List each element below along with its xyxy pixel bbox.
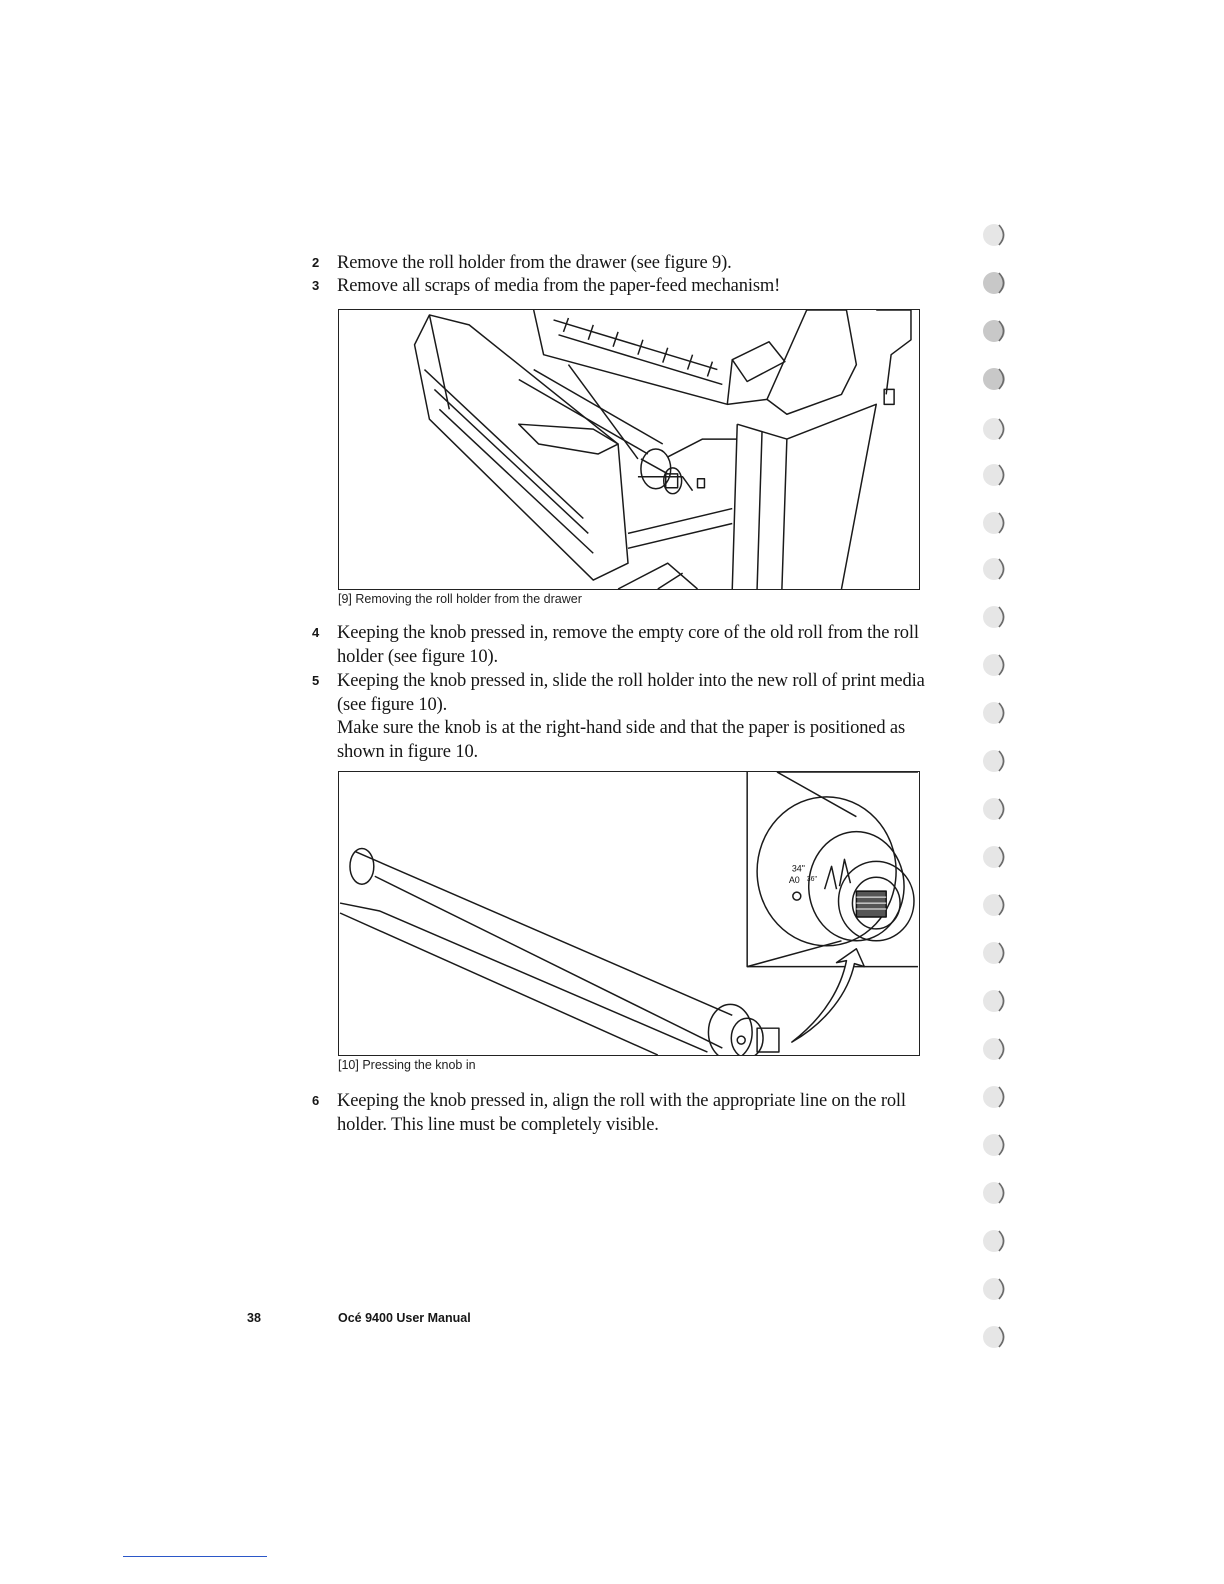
step-text: Keeping the knob pressed in, remove the empty core of the old roll from the roll holder (see figure 10).: [337, 623, 919, 667]
punch-hole-icon: [981, 700, 1011, 726]
figure-10-caption: [10] Pressing the knob in: [338, 1058, 476, 1072]
step-5: [312, 670, 932, 764]
step-2: [312, 252, 932, 276]
punch-hole-icon: [981, 892, 1011, 918]
punch-hole-icon: [981, 366, 1011, 392]
punch-hole-icon: [981, 1276, 1011, 1302]
punch-hole-icon: [981, 844, 1011, 870]
punch-hole-icon: [981, 604, 1011, 630]
bottom-rule: [123, 1556, 267, 1557]
step-number: 5: [312, 673, 320, 688]
step-6: [312, 1090, 932, 1137]
page-number: 38: [247, 1311, 261, 1325]
figure-9-removing-roll-holder: [338, 309, 920, 590]
inset-label-34: 34": [791, 863, 805, 874]
punch-hole-icon: [981, 1228, 1011, 1254]
roll-holder-drawer-illustration: [339, 310, 919, 589]
inset-label-a0: A0: [788, 875, 800, 886]
punch-hole-icon: [981, 318, 1011, 344]
step-number: 2: [312, 255, 320, 270]
punch-hole-icon: [981, 222, 1011, 248]
punch-hole-icon: [981, 652, 1011, 678]
step-number: 4: [312, 625, 320, 640]
punch-hole-icon: [981, 462, 1011, 488]
step-number: 3: [312, 278, 320, 293]
punch-hole-icon: [981, 270, 1011, 296]
figure-9-caption: [9] Removing the roll holder from the drawer: [338, 592, 582, 606]
step-text: Remove the roll holder from the drawer (see figure 9).: [337, 253, 732, 273]
punch-hole-icon: [981, 1036, 1011, 1062]
step-3: [312, 275, 932, 299]
punch-hole-icon: [981, 1132, 1011, 1158]
step-number: 6: [312, 1093, 320, 1108]
punch-hole-icon: [981, 1180, 1011, 1206]
punch-hole-icon: [981, 748, 1011, 774]
figure-10-pressing-knob: [338, 771, 920, 1056]
step-text: Remove all scraps of media from the paper-feed mechanism!: [337, 276, 781, 296]
roll-holder-knob-illustration: [339, 772, 919, 1055]
punch-hole-icon: [981, 988, 1011, 1014]
punch-hole-icon: [981, 1324, 1011, 1350]
punch-hole-icon: [981, 796, 1011, 822]
punch-hole-icon: [981, 940, 1011, 966]
inset-label-36: 36": [806, 876, 817, 884]
punch-hole-icon: [981, 1084, 1011, 1110]
step-note: Make sure the knob is at the right-hand side and that the paper is positioned as shown in figure 10.: [337, 718, 906, 762]
step-4: [312, 622, 932, 669]
step-text: Keeping the knob pressed in, slide the roll holder into the new roll of print media (see figure 10).: [337, 671, 925, 715]
punch-hole-icon: [981, 556, 1011, 582]
step-text: Keeping the knob pressed in, align the roll with the appropriate line on the roll holder. This line must be completely visible.: [337, 1091, 906, 1135]
punch-hole-icon: [981, 510, 1011, 536]
punch-hole-icon: [981, 416, 1011, 442]
manual-title: Océ 9400 User Manual: [338, 1311, 471, 1325]
